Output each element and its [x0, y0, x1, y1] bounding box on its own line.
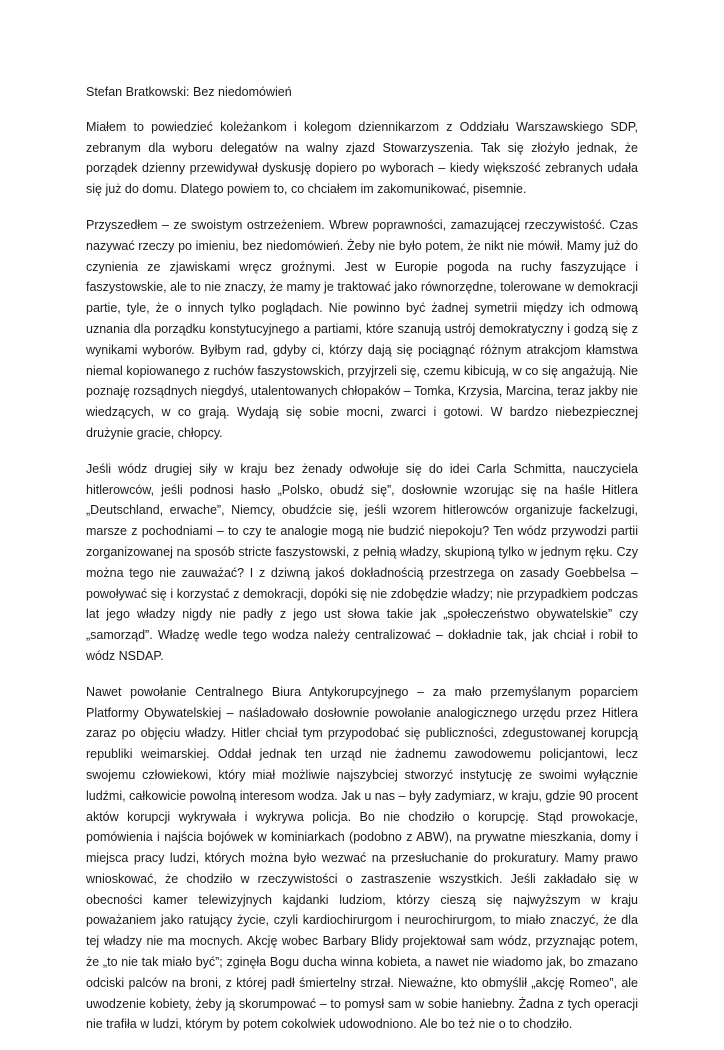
paragraph-2: Przyszedłem – ze swoistym ostrzeżeniem. Wbrew poprawności, zamazującej rzeczywistość. Czas nazywać rzeczy po imieniu, bez niedomówień. Żeby nie było potem, że nikt nie mówił. Mamy już do czynienia ze zjawiskami wręcz groźnymi. Jest w Europie pogoda na ruchy faszyzujące i faszystowskie, ale to nie znaczy, że mamy je traktować jako równorzędne, tolerowane w demokracji partie, tyle, że o innych tylko poglądach. Nie powinno być żadnej symetrii między ich odmową uznania dla porządku konstytucyjnego a partiami, które szanują ustrój demokratyczny i godzą się z wynikami wyborów. Byłbym rad, gdyby ci, którzy dają się pociągnąć różnym atrakcjom kłamstwa niemal kopiowanego z ruchów faszystowskich, przyjrzeli się, czemu kibicują, w co się angażują. Nie poznaję rozsądnych niegdyś, utalentowanych chłopaków – Tomka, Krzysia, Marcina, teraz jakby nie wiedzących, w co grają. Wydają się sobie mocni, zwarci i gotowi. W bardzo niebezpiecznej drużynie gracie, chłopcy. [86, 217, 638, 440]
document-page [86, 82, 638, 1050]
paragraph-1: Miałem to powiedzieć koleżankom i kolegom dziennikarzom z Oddziału Warszawskiego SDP, zebranym dla wyboru delegatów na walny zjazd Stowarzyszenia. Tak się złożyło jednak, że porządek dzienny przewidywał dyskusję dopiero po wyborach – kiedy większość zebranych udała się już do domu. Dlatego powiem to, co chciałem im zakomunikować, pisemnie. [86, 119, 638, 197]
paragraph-3: Jeśli wódz drugiej siły w kraju bez żenady odwołuje się do idei Carla Schmitta, nauczyciela hitlerowców, jeśli podnosi hasło „Polsko, obudź się”, dosłownie wzorując się na haśle Hitlera „Deutschland, erwache”, Niemcy, obudźcie się, jeśli wzorem hitlerowców organizuje fackelzugi, marsze z pochodniami – to czy te analogie mogą nie budzić niepokoju? Ten wódz przywodzi partii zorganizowanej na sposób stricte faszystowski, z pełnią władzy, skupioną tylko w jednym ręku. Czy można tego nie zauważać? I z dziwną jakoś dokładnością przestrzega on zasady Goebbelsa – powoływać się i korzystać z demokracji, dopóki się nie zdobędzie władzy; nie przypadkiem podczas lat jego władzy nigdy nie padły z jego ust słowa takie jak „społeczeństwo obywatelskie” czy „samorząd”. Władzę wedle tego wodza należy centralizować – dokładnie tak, jak chciał i robił to wódz NSDAP. [86, 461, 638, 663]
paragraph-4: Nawet powołanie Centralnego Biura Antykorupcyjnego – za mało przemyślanym poparciem Platformy Obywatelskiej – naśladowało dosłownie powołanie analogicznego urzędu przez Hitlera zaraz po objęciu władzy. Hitler chciał tym przypodobać się publiczności, zdegustowanej korupcją republiki weimarskiej. Oddał jednak ten urząd nie żadnemu zawodowemu policjantowi, lecz swojemu człowiekowi, który miał możliwie najszybciej stworzyć instytucję ze swoimi wyłącznie ludźmi, całkowicie powolną interesom wodza. Jak u nas – były zadymiarz, w kraju, gdzie 90 procent aktów korupcji wykrywała i wykrywa policja. Bo nie chodziło o korupcję. Stąd prowokacje, pomówienia i najścia bojówek w kominiarkach (podobno z ABW), na prywatne mieszkania, domy i miejsca pracy ludzi, których można było wezwać na przesłuchanie do prokuratury. Mamy prawo wnioskować, że chodziło w rzeczywistości o zastraszenie wszystkich. Jeśli zakładało się w obecności kamer telewizyjnych kajdanki ludziom, którzy cieszą się najwyższym w kraju poważaniem jako ratujący życie, czyli kardiochirurgom i neurochirurgom, to miało znaczyć, że dla tej władzy nie ma mocnych. Akcję wobec Barbary Blidy projektował sam wódz, przyznając potem, że „to nie tak miało być”; zginęła Bogu ducha winna kobieta, a nawet nie wiadomo jak, bo zmazano odciski palców na broni, z której padł śmiertelny strzał. Nieważne, kto obmyślił „akcję Romeo”, ale uwodzenie kobiety, żeby ją skorumpować – to pomysł sam w sobie haniebny. Żadna z tych operacji nie trafiła w ludzi, którym by potem cokolwiek udowodniono. Ale bo też nie o to chodziło. [86, 684, 638, 1032]
document-title: Stefan Bratkowski: Bez niedomówień [86, 85, 292, 99]
